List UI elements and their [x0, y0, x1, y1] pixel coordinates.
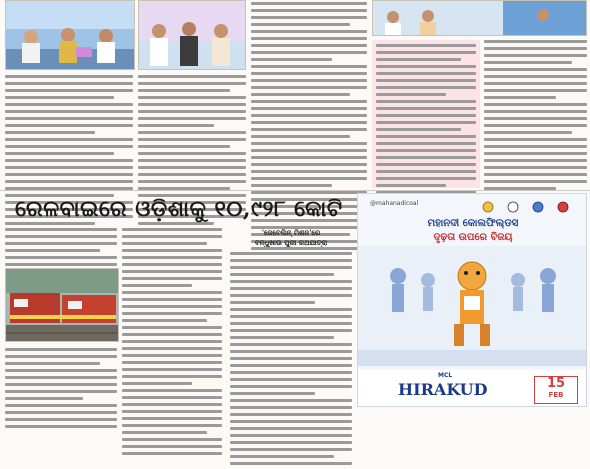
date-month: FEB [548, 391, 564, 399]
top-right-photo [372, 0, 587, 36]
col3-lower-text [230, 252, 352, 469]
main-headline: ରେଳବାଇରେ ଓଡ଼ିଶାକୁ ୧୦,୯୨୮ କୋଟି [15, 196, 343, 222]
ad-subtitle: ଦୃଢ଼ତା ଉପରେ ବିଜୟ [433, 232, 513, 243]
sub-story-heading [230, 228, 352, 248]
sub-story-heading-line2: ବନ୍ଧୁଖାଉ ପୁରୀ ରଥଯାତ୍ରା [254, 238, 328, 247]
col2-lower-text [122, 228, 222, 459]
section-divider [0, 190, 590, 191]
train-photo [5, 268, 119, 342]
ad-title: ମହାନଦୀ କୋଲଫିଲ୍ଡସ [427, 218, 519, 229]
col1-bottom-text [5, 348, 117, 432]
top-middle-photo [138, 0, 246, 70]
date-number: 15 [546, 376, 566, 391]
top-left-photo [5, 0, 135, 70]
ad-bottom-strip [358, 370, 586, 406]
event-date-badge [534, 376, 578, 404]
ad-brand-handle: @mahanadicoal [370, 200, 419, 207]
event-photo-graphic [6, 1, 135, 70]
group-photo-graphic [139, 1, 246, 70]
emblem-icons [478, 198, 578, 210]
sub-story-heading-line1: 'ଜେବେଲିନ୍ ମିଶନ'ରେ [261, 228, 321, 237]
mcl-advertisement[interactable] [357, 193, 587, 407]
event-name: HIRAKUD [398, 380, 488, 399]
train-graphic [6, 269, 119, 342]
runners-illustration [358, 246, 586, 366]
emblem-icon [478, 201, 578, 213]
top-right-photo-graphic [373, 1, 587, 36]
mcl-logo-label: MCL [438, 372, 453, 379]
